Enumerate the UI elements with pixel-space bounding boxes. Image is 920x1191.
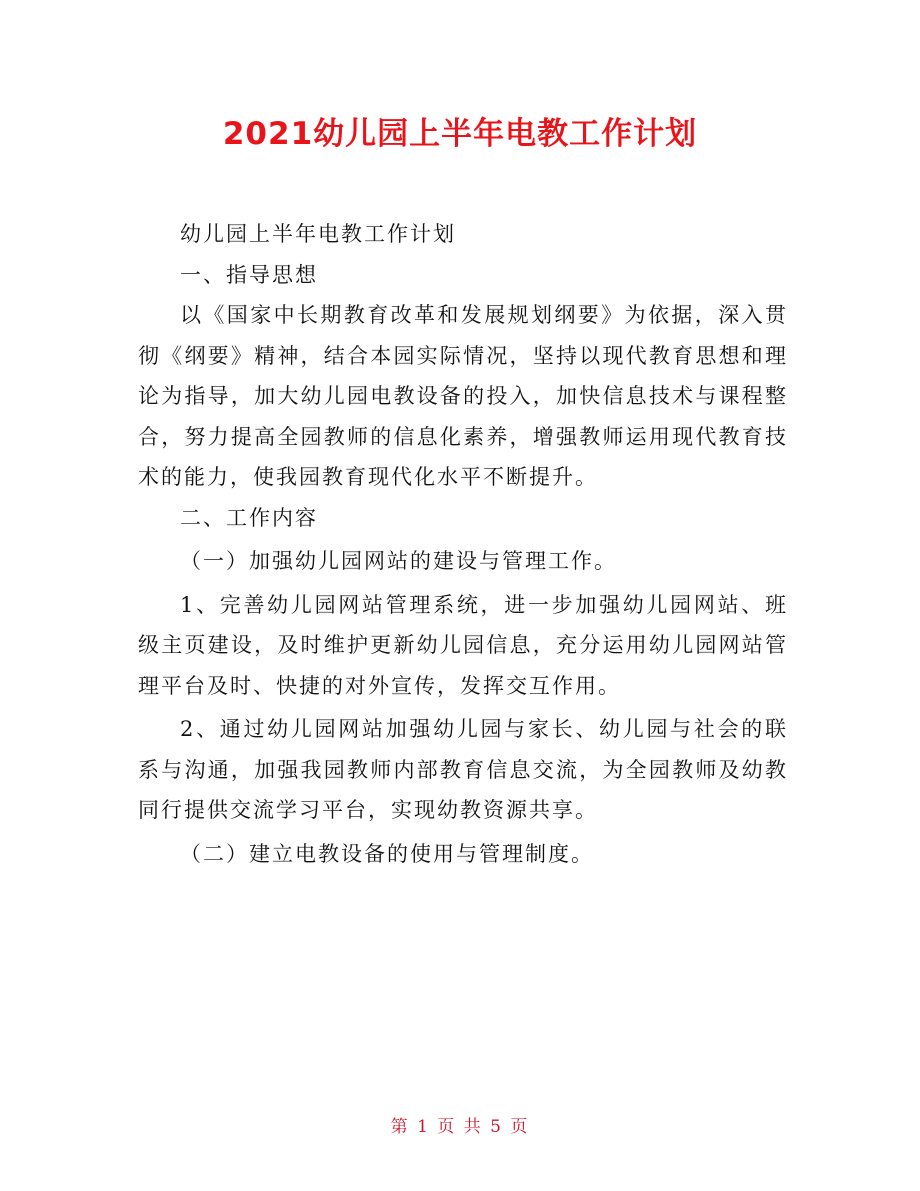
subsection-heading-website: （一）加强幼儿园网站的建设与管理工作。 [180, 549, 617, 573]
paragraph-guiding-ideology: 以《国家中长期教育改革和发展规划纲要》为依据，深入贯彻《纲要》精神，结合本园实际情况，坚持以现代教育思想和理论为指导，加大幼儿园电教设备的投入，加快信息技术与课程整合，努力提高全园教师的信息化素养，增强教师运用现代教育技术的能力，使我园教育现代化水平不断提升。 [138, 303, 788, 489]
paragraph-item-1: 1、完善幼儿园网站管理系统，进一步加强幼儿园网站、班级主页建设，及时维护更新幼儿园信息，充分运用幼儿园网站管理平台及时、快捷的对外宣传，发挥交互作用。 [138, 592, 788, 698]
section-heading-work-content: 二、工作内容 [180, 505, 318, 530]
paragraph-item-2: 2、通过幼儿园网站加强幼儿园与家长、幼儿园与社会的联系与沟通，加强我园教师内部教育信息交流，为全园教师及幼教同行提供交流学习平台，实现幼教资源共享。 [138, 717, 788, 822]
document-title: 2021幼儿园上半年电教工作计划 [222, 116, 698, 152]
section-heading-guiding-ideology: 一、指导思想 [180, 262, 318, 287]
document-body [138, 214, 788, 874]
page-number-footer: 第 1 页 共 5 页 [390, 1117, 530, 1137]
subsection-heading-equipment: （二）建立电教设备的使用与管理制度。 [180, 841, 594, 866]
paragraph-heading: 幼儿园上半年电教工作计划 [180, 222, 456, 246]
